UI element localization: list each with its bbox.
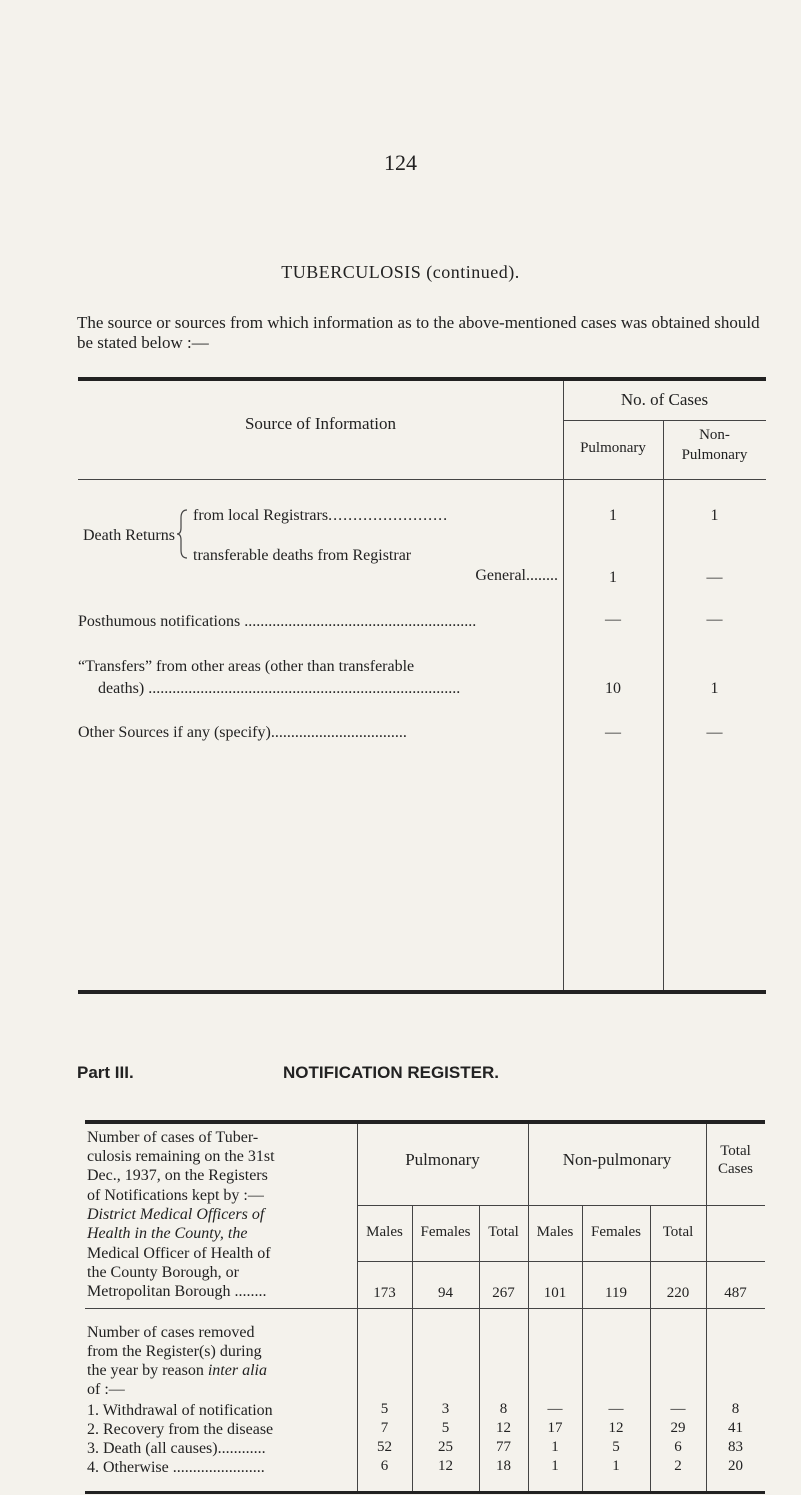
remaining-value: 173 bbox=[373, 1285, 396, 1301]
header-rule bbox=[563, 420, 766, 421]
table-top-rule bbox=[78, 377, 766, 381]
removed-row-value: 8 bbox=[731, 1401, 740, 1417]
remaining-value: 94 bbox=[438, 1285, 453, 1301]
removed-row-value: 17 bbox=[547, 1420, 563, 1436]
page-number: 124 bbox=[384, 150, 417, 175]
removed-row-value: 52 bbox=[377, 1439, 392, 1455]
row-non-pulmonary: — bbox=[706, 724, 723, 741]
removed-row-value: 5 bbox=[380, 1401, 389, 1417]
header-non-pulmonary: Non- bbox=[699, 427, 730, 443]
sub-header-total: Total bbox=[662, 1224, 694, 1240]
removed-row-label: 4. Otherwise ....................... bbox=[87, 1459, 265, 1476]
row-label: “Transfers” from other areas (other than transferable bbox=[78, 658, 415, 675]
brace-icon bbox=[177, 508, 191, 560]
removed-row-value: — bbox=[670, 1401, 686, 1417]
removed-row-value: 77 bbox=[496, 1439, 511, 1455]
remaining-value: 220 bbox=[666, 1285, 690, 1301]
header-rule bbox=[357, 1205, 765, 1206]
row-label: General........ bbox=[475, 567, 558, 584]
death-returns-label: Death Returns bbox=[83, 527, 175, 544]
removed-row-value: 1 bbox=[551, 1458, 559, 1474]
removed-row-value: 12 bbox=[438, 1458, 453, 1474]
header-left-line: Medical Officer of Health of bbox=[87, 1245, 271, 1262]
remaining-value: 267 bbox=[492, 1285, 515, 1301]
removed-intro-line: of :— bbox=[87, 1381, 125, 1398]
removed-row-value: 6 bbox=[380, 1458, 389, 1474]
removed-intro-line: the year by reason inter alia bbox=[87, 1362, 267, 1379]
header-left-line: of Notifications kept by :— bbox=[87, 1187, 264, 1204]
group-total: Total bbox=[720, 1143, 751, 1159]
part-label: Part III. bbox=[77, 1063, 134, 1082]
header-left-line: District Medical Officers of bbox=[87, 1206, 265, 1223]
sub-header-total: Total bbox=[488, 1224, 519, 1240]
header-source: Source of Information bbox=[244, 414, 397, 433]
header-left-line: the County Borough, or bbox=[87, 1264, 239, 1281]
sub-header-females: Females bbox=[591, 1224, 641, 1240]
table-bottom-rule bbox=[85, 1491, 765, 1494]
row-label: Posthumous notifications .......................................................... bbox=[78, 613, 477, 630]
row-non-pulmonary: 1 bbox=[710, 507, 719, 524]
row-non-pulmonary: — bbox=[706, 611, 723, 628]
removed-row-value: 41 bbox=[728, 1420, 743, 1436]
row-pulmonary: 10 bbox=[605, 680, 621, 697]
removed-row-value: 3 bbox=[441, 1401, 450, 1417]
group-non-pulmonary: Non-pulmonary bbox=[562, 1150, 672, 1169]
header-cases: No. of Cases bbox=[620, 390, 709, 409]
removed-row-value: 12 bbox=[496, 1420, 511, 1436]
removed-row-label: 2. Recovery from the disease bbox=[87, 1421, 274, 1438]
group-total: Cases bbox=[718, 1161, 753, 1177]
header-left-line: Health in the County, the bbox=[87, 1225, 248, 1242]
removed-row-value: 18 bbox=[496, 1458, 511, 1474]
header-left-line: culosis remaining on the 31st bbox=[87, 1148, 275, 1165]
removed-row-value: — bbox=[608, 1401, 624, 1417]
row-label: from local Registrars........................ bbox=[193, 507, 449, 524]
sub-header-males: Males bbox=[536, 1224, 574, 1240]
row-pulmonary: 1 bbox=[609, 569, 617, 586]
removed-row-value: 83 bbox=[728, 1439, 743, 1455]
header-left-line: Metropolitan Borough ........ bbox=[87, 1283, 267, 1300]
removed-intro-line: from the Register(s) during bbox=[87, 1343, 262, 1360]
sub-header-males: Males bbox=[366, 1224, 403, 1240]
remaining-value: 487 bbox=[724, 1285, 747, 1301]
removed-row-value: 20 bbox=[728, 1458, 743, 1474]
table-top-rule bbox=[85, 1120, 765, 1124]
header-left-line: Dec., 1937, on the Registers bbox=[87, 1167, 268, 1184]
row-label: Other Sources if any (specify).................................. bbox=[78, 724, 407, 741]
removed-row-value: — bbox=[547, 1401, 563, 1417]
table-bottom-rule bbox=[78, 990, 766, 994]
header-rule bbox=[357, 1261, 765, 1262]
removed-row-value: 5 bbox=[612, 1439, 620, 1455]
removed-row-value: 5 bbox=[441, 1420, 450, 1436]
removed-row-value: 6 bbox=[674, 1439, 682, 1455]
row-label: transferable deaths from Registrar bbox=[193, 547, 412, 564]
header-non-pulmonary: Pulmonary bbox=[681, 447, 748, 463]
part-title: NOTIFICATION REGISTER. bbox=[283, 1063, 499, 1082]
header-bottom-rule bbox=[78, 479, 766, 480]
sub-header-females: Females bbox=[420, 1224, 471, 1240]
removed-row-label: 3. Death (all causes)............ bbox=[87, 1440, 266, 1457]
section-rule bbox=[85, 1308, 765, 1309]
row-non-pulmonary: 1 bbox=[710, 680, 719, 697]
removed-row-value: 1 bbox=[612, 1458, 620, 1474]
removed-row-value: 29 bbox=[670, 1420, 686, 1436]
row-label: deaths) .............................................................................. bbox=[98, 680, 461, 697]
header-left-line: Number of cases of Tuber- bbox=[87, 1129, 259, 1146]
remaining-value: 119 bbox=[605, 1285, 627, 1301]
group-pulmonary: Pulmonary bbox=[405, 1150, 480, 1169]
row-pulmonary: 1 bbox=[609, 507, 617, 524]
row-pulmonary: — bbox=[605, 611, 621, 628]
removed-row-value: 7 bbox=[380, 1420, 389, 1436]
removed-row-value: 8 bbox=[499, 1401, 508, 1417]
row-pulmonary: — bbox=[605, 724, 621, 741]
row-non-pulmonary: — bbox=[706, 569, 723, 586]
removed-row-value: 1 bbox=[551, 1439, 559, 1455]
removed-row-value: 25 bbox=[438, 1439, 453, 1455]
removed-intro-line: Number of cases removed bbox=[87, 1324, 255, 1341]
removed-row-value: 2 bbox=[674, 1458, 682, 1474]
page-heading: TUBERCULOSIS (continued). bbox=[281, 262, 520, 282]
intro-paragraph: The source or sources from which information as to the above-mentioned cases was obtained should be stated below :— bbox=[77, 313, 760, 352]
removed-row-value: 12 bbox=[608, 1420, 624, 1436]
removed-row-label: 1. Withdrawal of notification bbox=[87, 1402, 273, 1419]
remaining-value: 101 bbox=[543, 1285, 567, 1301]
header-pulmonary: Pulmonary bbox=[580, 440, 646, 456]
